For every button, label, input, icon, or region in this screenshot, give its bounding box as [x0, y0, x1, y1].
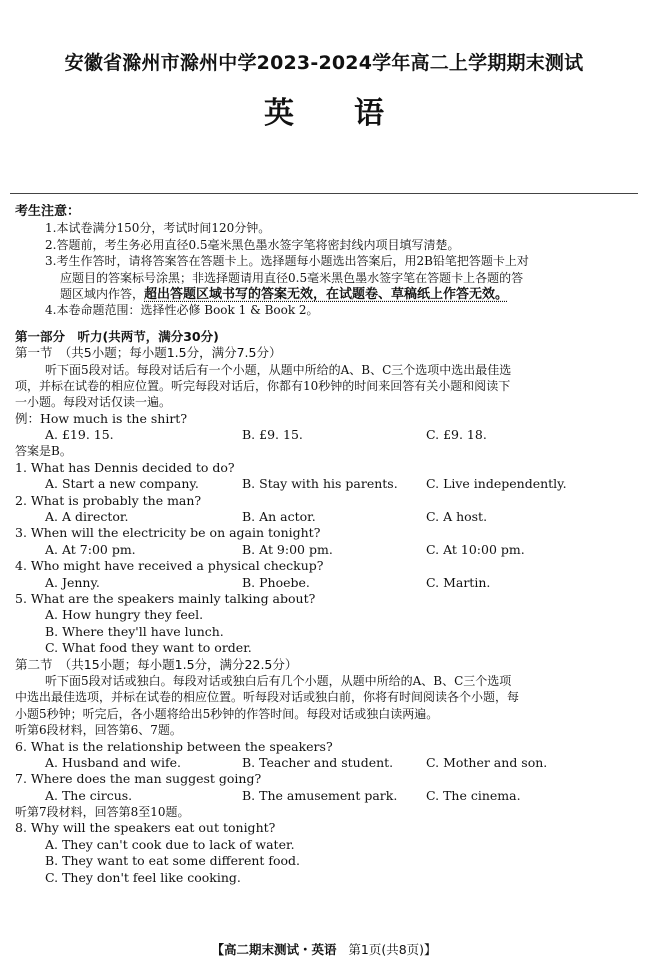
option-a: A. £19. 15. — [45, 427, 114, 443]
option-b: B. Stay with his parents. — [242, 476, 398, 492]
page-footer — [0, 940, 648, 958]
question-8: 8. Why will the speakers eat out tonight? — [15, 820, 276, 836]
option-a: A. Start a new company. — [45, 476, 199, 492]
example-answer: 答案是B。 — [15, 444, 72, 459]
option-a: A. At 7:00 pm. — [45, 541, 136, 557]
subject-char-1: 英 — [264, 96, 294, 131]
option-b: B. Phoebe. — [242, 574, 310, 590]
question-6-options — [15, 755, 637, 771]
option-b: B. £9. 15. — [242, 427, 303, 443]
question-8-option-a: A. They can't cook due to lack of water. — [45, 836, 295, 852]
question-5-option-b: B. Where they'll have lunch. — [45, 623, 224, 639]
notice-item-3-line-2: 应题目的答案标号涂黑；非选择题请用直径0.5毫米黑色墨水签字笔在答题卡上各题的答 — [60, 270, 524, 285]
question-1: 1. What has Dennis decided to do? — [15, 459, 235, 475]
option-b: B. Teacher and student. — [242, 754, 394, 770]
option-a: A. Husband and wife. — [45, 754, 181, 770]
option-c: C. A host. — [426, 509, 488, 525]
question-8-option-b: B. They want to eat some different food. — [45, 853, 301, 869]
question-8-option-c: C. They don't feel like cooking. — [45, 869, 241, 885]
example-question: 例：How much is the shirt? — [15, 410, 188, 426]
question-2: 2. What is probably the man? — [15, 492, 202, 508]
material-6-note: 听第6段材料，回答第6、7题。 — [15, 723, 182, 738]
question-3: 3. When will the electricity be on again tonight? — [15, 525, 321, 541]
section2-instruction-line-1: 听下面5段对话或独白。每段对话或独白后有几个小题，从题中所给的A、B、C三个选项 — [45, 673, 512, 688]
notice-heading: 考生注意： — [15, 204, 81, 219]
section1-instruction-line-3: 一小题。每段对话仅读一遍。 — [15, 395, 172, 410]
option-c: C. Martin. — [426, 574, 491, 590]
notice-item-2: 2.答题前，考生务必用直径0.5毫米黑色墨水签字笔将密封线内项目填写清楚。 — [45, 237, 460, 252]
question-7-options — [15, 788, 637, 804]
question-3-options — [15, 542, 637, 558]
example-options — [15, 427, 637, 443]
option-c: C. £9. 18. — [426, 427, 487, 443]
option-c: C. Live independently. — [426, 476, 567, 492]
notice-item-3-line-3 — [15, 286, 637, 302]
part1-heading — [15, 329, 637, 345]
option-c: C. Mother and son. — [426, 754, 548, 770]
section1-heading: 第一节 （共5小题；每小题1.5分，满分7.5分） — [15, 345, 282, 361]
question-4-options — [15, 575, 637, 591]
section2-heading: 第二节 （共15小题；每小题1.5分，满分22.5分） — [15, 656, 298, 672]
question-5: 5. What are the speakers mainly talking about? — [15, 590, 316, 606]
option-b: B. The amusement park. — [242, 787, 398, 803]
option-c: C. At 10:00 pm. — [426, 541, 525, 557]
part1-heading-title: 第一部分 听力 — [15, 328, 103, 344]
material-7-note: 听第7段材料，回答第8至10题。 — [15, 805, 190, 820]
section1-instruction-line-2: 项，并标在试卷的相应位置。听完每段对话后，你都有10秒钟的时间来回答有关小题和阅读下 — [15, 378, 511, 393]
exam-title: 安徽省滁州市滁州中学2023-2024学年高二上学期期末测试 — [64, 52, 584, 74]
question-7: 7. Where does the man suggest going? — [15, 771, 262, 787]
question-2-options — [15, 509, 637, 525]
header-divider — [10, 193, 638, 194]
question-4: 4. Who might have received a physical checkup? — [15, 558, 324, 574]
notice-item-3-text: 题区域内作答， — [60, 286, 145, 301]
option-a: A. A director. — [45, 509, 129, 525]
part1-heading-score: (共两节，满分30分) — [102, 328, 219, 344]
question-1-options — [15, 476, 637, 492]
option-a: A. Jenny. — [45, 574, 100, 590]
page-content — [15, 204, 637, 886]
option-c: C. The cinema. — [426, 787, 521, 803]
footer-label: 【高二期末测试・英语 — [211, 942, 337, 957]
notice-item-1: 1.本试卷满分150分，考试时间120分钟。 — [45, 221, 271, 236]
section2-instruction-line-3: 小题5秒钟；听完后，各小题将给出5秒钟的作答时间。每段对话或独白读两遍。 — [15, 706, 439, 721]
footer-page-number: 第1页(共8页)】 — [348, 942, 437, 957]
notice-item-3-line-1: 3.考生作答时，请将答案答在答题卡上。选择题每小题选出答案后，用2B铅笔把答题卡上对 — [45, 254, 529, 269]
notice-emphasis: 超出答题区域书写的答案无效，在试题卷、草稿纸上作答无效。 — [144, 286, 509, 302]
question-5-option-a: A. How hungry they feel. — [45, 607, 204, 623]
section1-instruction-line-1: 听下面5段对话。每段对话后有一个小题，从题中所给的A、B、C三个选项中选出最佳选 — [45, 362, 512, 377]
question-6: 6. What is the relationship between the speakers? — [15, 738, 333, 754]
question-5-option-c: C. What food they want to order. — [45, 640, 252, 656]
option-b: B. An actor. — [242, 509, 316, 525]
notice-item-4: 4.本卷命题范围：选择性必修 Book 1 & Book 2。 — [45, 303, 319, 318]
option-a: A. The circus. — [45, 787, 133, 803]
subject-char-2: 语 — [354, 96, 384, 131]
subject-title — [0, 88, 648, 132]
option-b: B. At 9:00 pm. — [242, 541, 333, 557]
section2-instruction-line-2: 中选出最佳选项，并标在试卷的相应位置。听每段对话或独白前，你将有时间阅读各个小题，每 — [15, 690, 520, 705]
